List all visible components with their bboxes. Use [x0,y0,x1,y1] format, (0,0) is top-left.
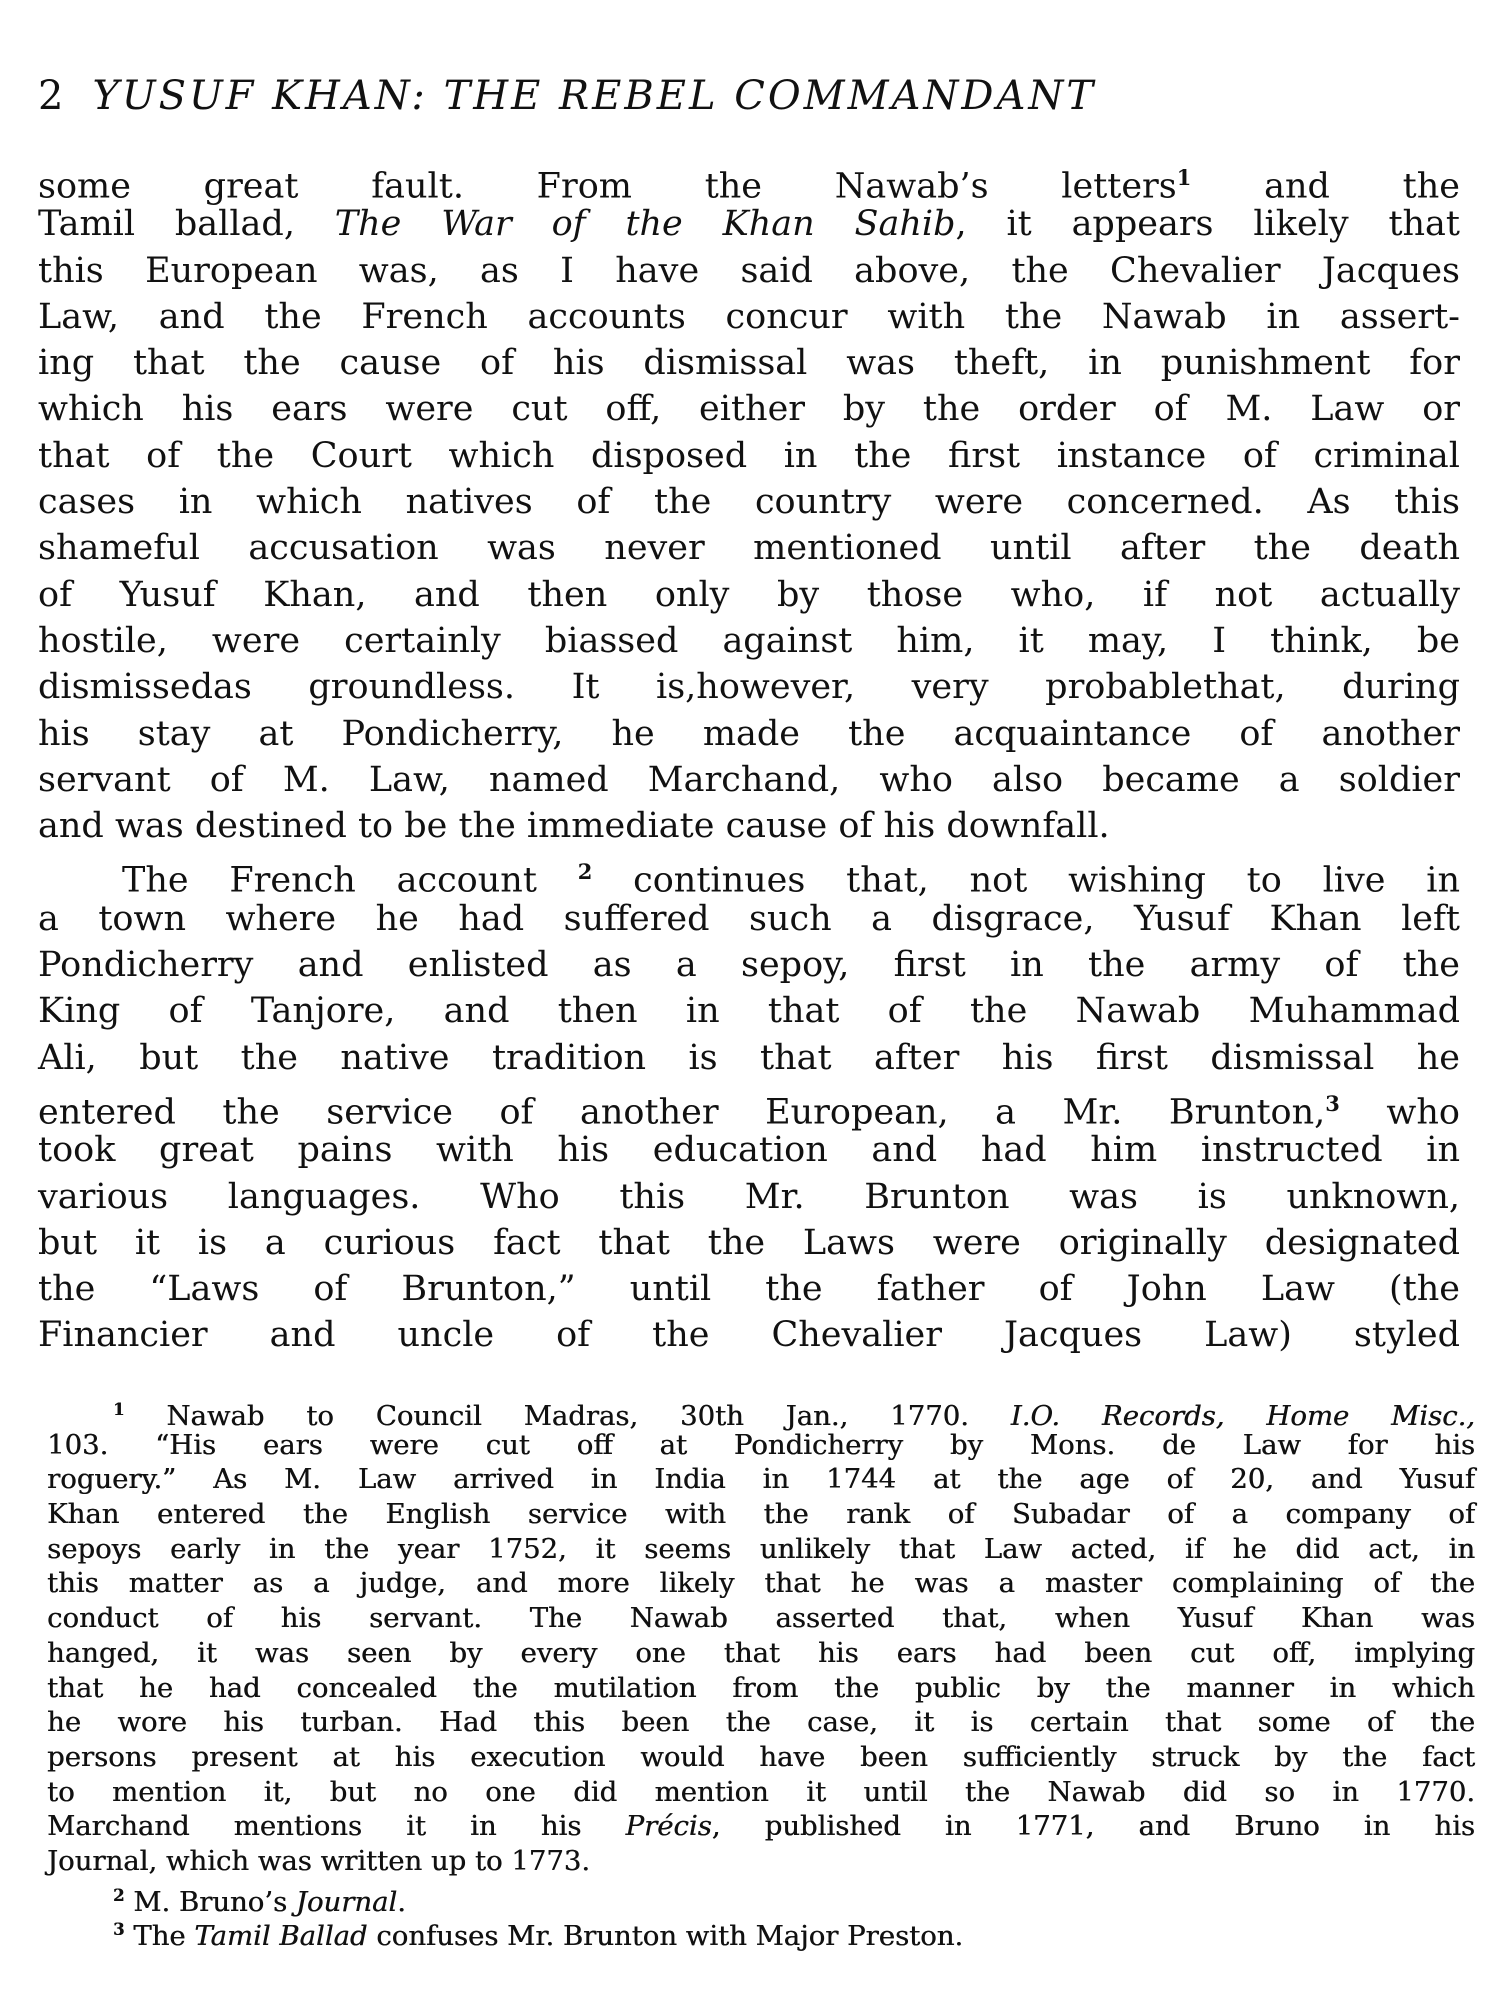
body-line [38,757,1460,803]
text-run: and the [1191,166,1461,207]
text-run: sepoys early in the year 1752, it seems unlikely that Law acted, if he did act, in [47,1532,1475,1565]
footnote-line [47,1809,1475,1844]
footnote-line [47,1566,1475,1601]
body-line [38,433,1460,479]
body-line [38,1174,1460,1220]
text-run: , published in 1771, and Bruno in his [711,1810,1476,1843]
text-run: Pondicherry and enlisted as a sepoy, first in the army of the [38,945,1460,986]
text-run: hostile, were certainly biassed against him, it may, I think, be [38,620,1460,661]
body-line [38,618,1460,664]
text-run: King of Tanjore, and then in that of the Nawab Muhammad [38,991,1460,1032]
text-run: who [1339,1092,1461,1133]
text-run: but it is a curious fact that the Laws were originally designated [38,1222,1460,1263]
footnote-line [47,1913,1475,1953]
text-run: roguery.” As M. Law arrived in India in 1744 at the age of 20, and Yusuf [47,1463,1475,1496]
footnote-marker: 3 [113,1920,125,1940]
text-run: Law, and the French accounts concur with the Nawab in assert- [38,296,1460,337]
body-line [38,942,1460,988]
text-run: The [124,1920,195,1953]
text-run: a town where he had suffered such a disgrace, Yusuf Khan left [38,898,1460,939]
footnote-line [47,1428,1475,1463]
footnote-line [47,1775,1475,1810]
footnote-line [47,1879,1475,1918]
text-run: and was destined to be the immediate cause of his downfall. [38,806,1110,847]
text-run: ing that the cause of his dismissal was theft, in punishment for [38,343,1460,384]
footnote-line [47,1462,1475,1497]
text-run: hanged, it was seen by every one that his ears had been cut off, implying [47,1636,1475,1669]
text-run: the “Laws of Brunton,” until the father of John Law (the [38,1269,1460,1310]
text-run: this matter as a judge, and more likely that he was a master complaining of the [47,1567,1475,1600]
text-run: he wore his turban. Had this been the case, it is certain that some of the [47,1706,1475,1739]
text-run: some great fault. From the Nawab’s letters [38,166,1177,207]
text-run: M. Bruno’s [124,1885,296,1918]
footnote-marker: 3 [1325,1090,1340,1116]
body-line [38,201,1460,247]
body-text [38,155,1460,1359]
body-line [38,988,1460,1034]
text-run: took great pains with his education and had him instructed in [38,1130,1460,1171]
text-run: Financier and uncle of the Chevalier Jacques Law) styled [38,1315,1460,1356]
text-run: The French account [122,861,578,902]
text-run: dismissedas groundless. It is,however, very probablethat, during [38,667,1460,708]
page-number: 2 [38,73,67,119]
footnote-line [47,1532,1475,1567]
footnote-line [47,1636,1475,1671]
text-run: of Yusuf Khan, and then only by those who, if not actually [38,574,1460,615]
text-run: continues that, not wishing to live in [592,861,1460,902]
body-line [38,479,1460,525]
text-run: persons present at his execution would have been sufficiently struck by the fact [47,1740,1475,1773]
text-run: . [397,1885,406,1918]
text-run: servant of M. Law, named Marchand, who also became a soldier [38,759,1460,800]
text-run: Khan entered the English service with the rank of Subadar of a company of [47,1498,1475,1531]
italic-text: I.O. Records, Home Misc., [1010,1399,1475,1432]
text-run: Tamil ballad, [38,204,335,245]
footnote-marker: 2 [577,859,593,885]
running-header [38,68,1378,124]
footnote-marker: 2 [113,1885,125,1905]
body-line [38,155,1461,207]
body-line [38,572,1460,618]
text-run: 103. “His ears were cut off at Pondicherry by Mons. de Law for his [47,1428,1475,1461]
footnote-line [47,1393,1475,1432]
text-run: Marchand mentions it in his [47,1810,626,1843]
text-run: , it appears likely that [955,204,1460,245]
body-line [38,386,1460,432]
body-line [38,525,1460,571]
body-line [38,294,1460,340]
footnote-line [47,1601,1475,1636]
body-line [38,664,1460,710]
body-line [38,849,1460,902]
body-line [38,1127,1460,1173]
italic-text: Journal [295,1885,398,1918]
text-run: conduct of his servant. The Nawab asserted that, when Yusuf Khan was [47,1602,1475,1635]
body-line [38,1081,1461,1133]
footnote-marker: 1 [113,1400,125,1419]
text-run: that he had concealed the mutilation from the public by the manner in which [47,1671,1475,1704]
text-run: which his ears were cut off, either by the order of M. Law or [38,389,1460,430]
footnote-marker: 1 [1176,165,1192,190]
running-title: YUSUF KHAN: THE REBEL COMMANDANT [92,73,1097,119]
text-run: shameful accusation was never mentioned until after the death [38,528,1460,569]
body-line [38,1035,1460,1081]
italic-text: The War of the Khan Sahib [334,204,956,245]
italic-text: Tamil Ballad [194,1920,368,1953]
body-line [38,1312,1460,1358]
footnote-line [47,1671,1475,1706]
text-run: Journal, which was written up to 1773. [47,1844,590,1877]
text-run: Nawab to Council Madras, 30th Jan., 1770. [124,1399,1011,1432]
body-line [38,711,1460,757]
body-line [38,896,1460,942]
body-line [38,1220,1460,1266]
text-run: cases in which natives of the country were concerned. As this [38,482,1460,523]
text-run: confuses Mr. Brunton with Major Preston. [367,1920,964,1953]
text-run: that of the Court which disposed in the first instance of criminal [38,435,1460,476]
body-line [38,1266,1460,1312]
footnotes [47,1393,1476,1953]
body-line [38,803,1460,849]
body-line [38,248,1460,294]
text-run: to mention it, but no one did mention it until the Nawab did so in 1770. [47,1775,1475,1808]
text-run: his stay at Pondicherry, he made the acquaintance of another [38,713,1460,754]
text-run: this European was, as I have said above, the Chevalier Jacques [38,250,1460,291]
text-run: various languages. Who this Mr. Brunton was is unknown, [38,1176,1460,1217]
text-run: Ali, but the native tradition is that after his first dismissal he [38,1037,1460,1078]
body-line [38,340,1460,386]
footnote-line [47,1497,1475,1532]
footnote-line [47,1740,1475,1775]
footnote-line [47,1705,1475,1740]
footnote-line [47,1844,1475,1879]
text-run: entered the service of another European, a Mr. Brunton, [38,1092,1326,1133]
italic-text: Précis [625,1810,712,1843]
